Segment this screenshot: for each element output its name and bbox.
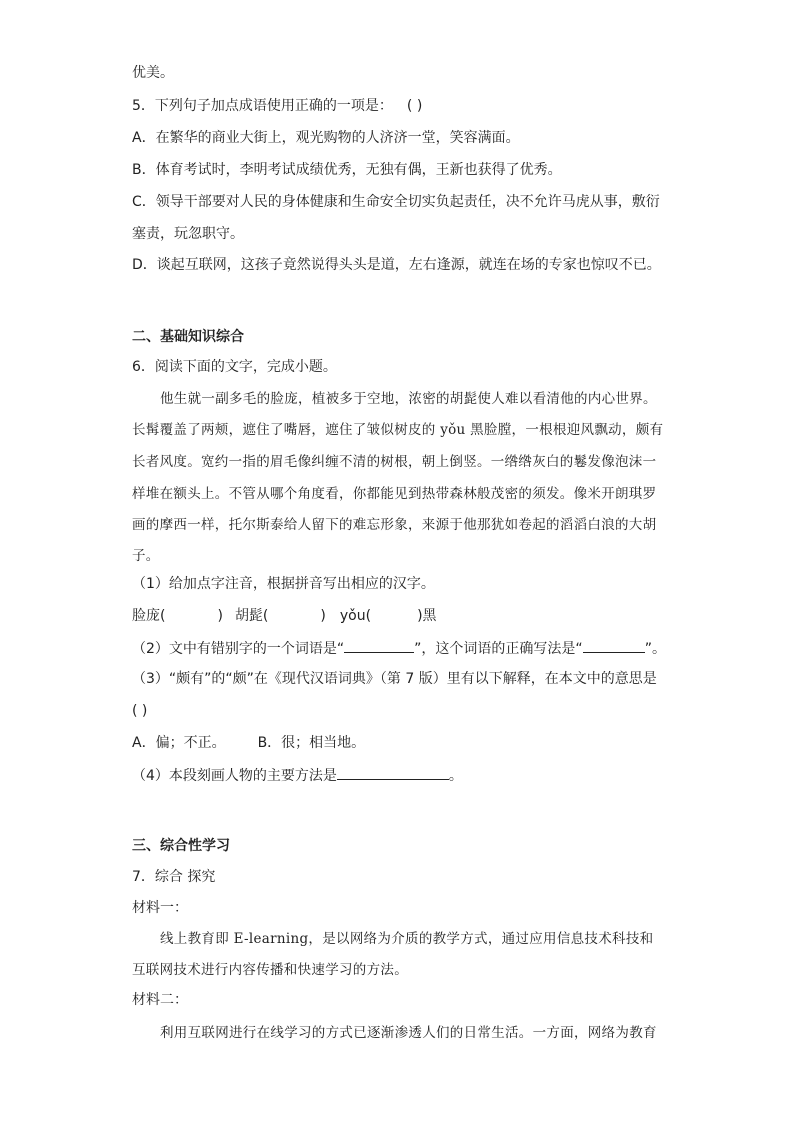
q5-option-b: B．体育考试时，李明考试成绩优秀，无独有偶，王新也获得了优秀。 [132,162,562,178]
line-q4-tail: 优美。 [132,65,174,81]
q5-answer-paren: ( ) [406,98,423,114]
sub2-text-a: （2）文中有错别字的一个词语是“ [132,641,345,657]
q5-stem-text: 5．下列句子加点成语使用正确的一项是： [132,98,393,114]
sub3-option-a: A．偏；不正。 [132,735,226,751]
passage-line-3: 长者风度。宽约一指的眉毛像纠缠不清的树根，朝上倒竖。一绺绺灰白的鬈发像泡沫一 [132,454,657,470]
passage-line-6: 子。 [132,548,160,564]
q6-sub3-line1: （3）“颇有”的“颇”在《现代汉语词典》（第 7 版）里有以下解释，在本文中的意思是 [132,671,657,687]
q6-sub2 [132,638,666,659]
sub2-text-b: ”，这个词语的正确写法是“ [414,641,583,657]
sub2-blank-correct-word[interactable] [583,638,645,653]
q5-option-a: A．在繁华的商业大街上，观光购物的人济济一堂，笑容满面。 [132,130,520,146]
q5-option-c-line1: C．领导干部要对人民的身体健康和生命安全切实负起责任，决不允许马虎从事，敷衍 [132,194,660,210]
q5-option-d: D．谈起互联网，这孩子竟然说得头头是道，左右逢源，就连在场的专家也惊叹不已。 [132,257,661,273]
answer-lianpang-close: ) [217,608,223,624]
sub4-blank[interactable] [337,765,449,780]
answer-you-open: yǒu( [339,608,372,624]
passage-line-2: 长髯覆盖了两颊，遮住了嘴唇，遮住了皱似树皮的 yǒu 黑脸膛，一根根迎风飘动，颇有 [132,422,664,438]
answer-huzi-open: 胡髭( [234,608,269,624]
section3-title: 三、综合性学习 [132,838,230,854]
answer-you-close: )黑 [417,608,437,624]
passage-line-5: 画的摩西一样，托尔斯泰给人留下的难忘形象，来源于他那犹如卷起的滔滔白浪的大胡 [132,517,657,533]
q6-sub4 [132,765,463,786]
sub4-text-b: 。 [448,768,463,784]
sub2-blank-wrong-word[interactable] [344,638,414,653]
answer-lianpang-open: 脸庞( [132,608,166,624]
sub4-text-a: （4）本段刻画人物的主要方法是 [132,768,337,784]
section2-title: 二、基础知识综合 [132,329,244,345]
q7-stem: 7．综合 探究 [132,869,216,885]
material2-label: 材料二： [132,992,188,1008]
passage-line-4: 样堆在额头上。不管从哪个角度看，你都能见到热带森林般茂密的须发。像米开朗琪罗 [132,486,657,502]
q6-sub1-answers [132,606,437,626]
passage-line-1: 他生就一副多毛的脸庞，植被多于空地，浓密的胡髭使人难以看清他的内心世界。 [160,391,657,407]
q6-sub3-options [132,733,365,753]
q6-sub1: （1）给加点字注音，根据拼音写出相应的汉字。 [132,576,435,592]
material1-line2: 互联网技术进行内容传播和快速学习的方法。 [132,962,408,978]
q6-stem: 6．阅读下面的文字，完成小题。 [132,359,337,375]
material1-line1: 线上教育即 E-learning，是以网络为介质的教学方式，通过应用信息技术科技和 [160,931,654,947]
q5-option-c-line2: 塞责，玩忽职守。 [132,226,244,242]
q5-stem [132,96,422,116]
sub3-option-b: B．很；相当地。 [257,735,366,751]
q6-sub3-paren: ( ) [132,703,148,719]
answer-huzi-close: ) [320,608,326,624]
sub2-text-c: ”。 [644,641,666,657]
material1-label: 材料一： [132,900,188,916]
material2-line1: 利用互联网进行在线学习的方式已逐渐渗透人们的日常生活。一方面，网络为教育 [160,1025,657,1041]
